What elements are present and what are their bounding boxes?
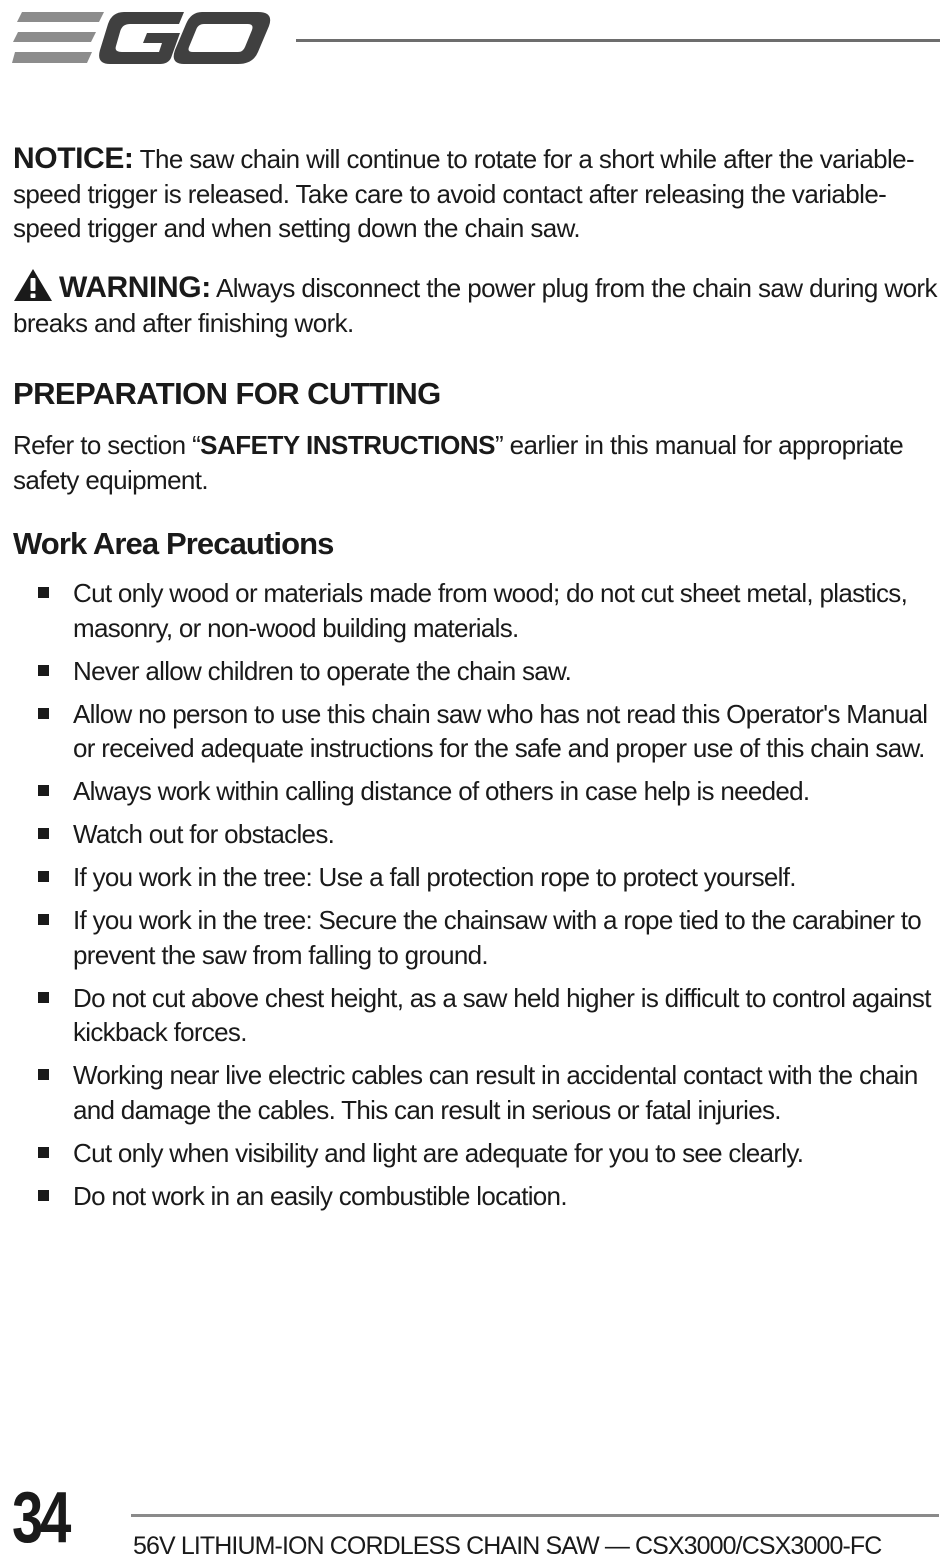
ego-logo: [12, 10, 272, 68]
section-title: PREPARATION FOR CUTTING: [13, 376, 441, 411]
list-item: [0, 903, 943, 972]
list-item: [0, 774, 943, 809]
list-item-text: Watch out for obstacles.: [73, 819, 335, 849]
bullet-square-icon: [38, 1190, 49, 1201]
list-item: [0, 981, 943, 1050]
list-item-text: If you work in the tree: Use a fall protection rope to protect yourself.: [73, 862, 796, 892]
warning-paragraph: [13, 268, 938, 340]
bullet-square-icon: [38, 708, 49, 719]
bullet-square-icon: [38, 828, 49, 839]
list-item: [0, 1179, 943, 1214]
bullet-square-icon: [38, 665, 49, 676]
footer-rule: [131, 1514, 939, 1517]
warning-triangle-icon: [13, 268, 53, 302]
list-item-text: Cut only wood or materials made from wood; do not cut sheet metal, plastics, masonry, or non-wood building materials.: [73, 578, 908, 643]
bullet-square-icon: [38, 785, 49, 796]
bullet-square-icon: [38, 871, 49, 882]
bullet-square-icon: [38, 587, 49, 598]
list-item: [0, 654, 943, 689]
refer-text-before: Refer to section “: [13, 430, 201, 460]
list-item-text: Do not cut above chest height, as a saw held higher is difficult to control against kickback forces.: [73, 982, 931, 1047]
list-item-text: Allow no person to use this chain saw who has not read this Operator's Manual or received adequate instructions for the safe and proper use of this chain saw.: [73, 698, 928, 763]
list-item-text: If you work in the tree: Secure the chainsaw with a rope tied to the carabiner to prevent the saw from falling to ground.: [73, 905, 922, 970]
list-item: [0, 697, 943, 766]
bullet-square-icon: [38, 1069, 49, 1080]
notice-label: NOTICE:: [13, 142, 134, 175]
list-item-text: Cut only when visibility and light are adequate for you to see clearly.: [73, 1137, 804, 1168]
list-item: [0, 1136, 943, 1171]
refer-bold: SAFETY INSTRUCTIONS: [200, 430, 495, 460]
precautions-list: [0, 576, 950, 1222]
refer-paragraph: [13, 428, 938, 497]
list-item: [0, 1058, 943, 1127]
list-item-text: Always work within calling distance of others in case help is needed.: [73, 776, 810, 806]
bullet-square-icon: [38, 1147, 49, 1158]
list-item: [0, 576, 943, 645]
page-header: [0, 0, 950, 80]
refer-text-after: ” earlier in this manual for appropriate safety equipment.: [13, 430, 904, 495]
bullet-square-icon: [38, 992, 49, 1003]
list-item-text: Never allow children to operate the chain saw.: [73, 655, 572, 686]
subsection-title: Work Area Precautions: [13, 526, 334, 561]
header-rule: [296, 39, 940, 42]
footer-title: 56V LITHIUM-ION CORDLESS CHAIN SAW — CSX3000/CSX3000-FC: [133, 1532, 882, 1560]
list-item-text: Working near live electric cables can result in accidental contact with the chain and damage the cables. This can result in serious or fatal injuries.: [73, 1060, 918, 1125]
page-number: 34: [12, 1478, 69, 1558]
warning-label: WARNING:: [59, 271, 211, 304]
list-item: [0, 817, 943, 852]
notice-paragraph: [13, 142, 938, 246]
bullet-square-icon: [38, 914, 49, 925]
warning-text: Always disconnect the power plug from the chain saw during work breaks and after finishing work.: [13, 273, 937, 338]
list-item-text: Do not work in an easily combustible location.: [73, 1180, 567, 1211]
notice-text: The saw chain will continue to rotate for a short while after the variable-speed trigger is released. Take care to avoid contact after releasing the variable-speed trigger and when setting down the chain saw.: [13, 144, 915, 243]
list-item: [0, 860, 943, 895]
